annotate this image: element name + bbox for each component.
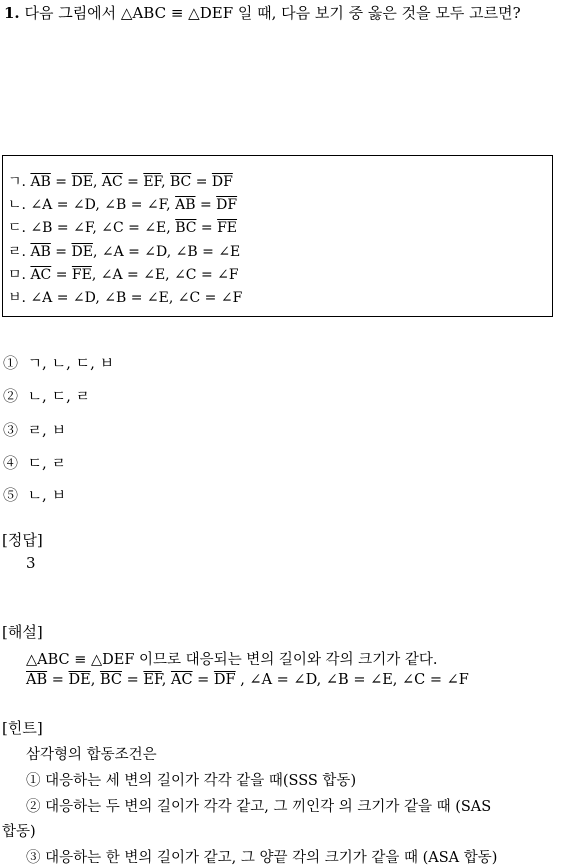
choice-number: ① — [3, 354, 19, 372]
math-text: , — [161, 672, 171, 688]
segment-name: $\overline{DE}$ — [71, 174, 93, 190]
option-item — [8, 287, 242, 307]
hint-condition-3: ③ 대응하는 한 변의 길이가 같고, 그 양끝 각의 크기가 같을 때 (ASA 합동) — [26, 850, 498, 866]
choice-number: ⑤ — [3, 486, 19, 504]
choice-text: ㄱ, ㄴ, ㄷ, ㅂ — [27, 354, 115, 372]
option-item — [8, 241, 240, 261]
segment-name: $\overline{AB}$ — [30, 244, 51, 260]
math-text: = — [195, 197, 217, 213]
math-text: = — [121, 672, 144, 688]
choice-number: ③ — [3, 421, 19, 439]
segment-name: $\overline{FE}$ — [217, 220, 238, 236]
math-text: = — [51, 267, 72, 283]
math-text: = — [192, 672, 214, 688]
option-item — [8, 217, 237, 237]
segment-name: $\overline{AB}$ — [26, 672, 48, 688]
choice-2[interactable] — [3, 385, 90, 406]
math-text: = — [191, 174, 212, 190]
segment-name: $\overline{DF}$ — [211, 174, 233, 190]
math-text: , — [92, 174, 102, 190]
choice-text: ㄴ, ㄷ, ㄹ — [27, 387, 91, 405]
option-label: ㄹ. — [8, 244, 31, 260]
segment-name: $\overline{AC}$ — [30, 267, 52, 283]
math-text: ∠A = ∠D, ∠B = ∠E, ∠C = ∠F — [30, 290, 243, 306]
choice-number: ④ — [3, 454, 19, 472]
math-text: = — [47, 672, 69, 688]
option-label: ㄷ. — [8, 220, 31, 236]
math-text: = — [196, 220, 218, 236]
math-text: = — [122, 174, 144, 190]
choice-1[interactable] — [3, 352, 114, 373]
segment-name: $\overline{AB}$ — [30, 174, 51, 190]
hint-intro: 삼각형의 합동조건은 — [26, 747, 157, 763]
math-text: , — [161, 174, 170, 190]
math-text: , ∠A = ∠D, ∠B = ∠E — [92, 244, 241, 260]
segment-name: $\overline{DE}$ — [68, 672, 91, 688]
hint-condition-1: ① 대응하는 세 변의 길이가 각각 같을 때(SSS 합동) — [26, 773, 357, 789]
segment-name: $\overline{AC}$ — [101, 174, 123, 190]
choice-3[interactable] — [3, 419, 66, 440]
hint-label: [힌트] — [2, 719, 43, 737]
option-label: ㄱ. — [8, 174, 31, 190]
math-text: , ∠A = ∠E, ∠C = ∠F — [91, 267, 239, 283]
segment-name: $\overline{FE}$ — [71, 267, 92, 283]
explanation-line2 — [26, 672, 469, 688]
math-text: = — [50, 244, 72, 260]
option-item — [8, 264, 239, 284]
math-text: ∠A = ∠D, ∠B = ∠F, — [30, 197, 176, 213]
option-label: ㅁ. — [8, 267, 31, 283]
answer-label: [정답] — [2, 531, 43, 549]
segment-name: $\overline{EF}$ — [143, 174, 162, 190]
choice-4[interactable] — [3, 452, 66, 473]
segment-name: $\overline{DE}$ — [71, 244, 93, 260]
segment-name: $\overline{BC}$ — [99, 672, 122, 688]
choice-text: ㄴ, ㅂ — [27, 486, 67, 504]
math-text: = — [50, 174, 72, 190]
segment-name: $\overline{AB}$ — [175, 197, 196, 213]
segment-name: $\overline{DF}$ — [216, 197, 238, 213]
segment-name: $\overline{EF}$ — [143, 672, 162, 688]
question-text: 다음 그림에서 △ABC ≡ △DEF 일 때, 다음 보기 중 옳은 것을 모두 고르면? — [24, 4, 521, 22]
explanation-line1: △ABC ≡ △DEF 이므로 대응되는 변의 길이와 각의 크기가 같다. — [26, 652, 438, 668]
choice-text: ㄷ, ㄹ — [27, 454, 67, 472]
choice-number: ② — [3, 387, 19, 405]
math-text: , ∠A = ∠D, ∠B = ∠E, ∠C = ∠F — [235, 672, 469, 688]
option-label: ㅂ. — [8, 290, 31, 306]
options-box — [2, 155, 553, 317]
question-title — [4, 2, 521, 23]
hint-condition-2-cont: 합동) — [2, 824, 36, 840]
math-text: , — [90, 672, 100, 688]
math-text: ∠B = ∠F, ∠C = ∠E, — [30, 220, 176, 236]
answer-value: 3 — [26, 554, 36, 572]
segment-name: $\overline{BC}$ — [175, 220, 197, 236]
segment-name: $\overline{DF}$ — [213, 672, 236, 688]
segment-name: $\overline{BC}$ — [169, 174, 192, 190]
hint-condition-2: ② 대응하는 두 변의 길이가 각각 같고, 그 끼인각 의 크기가 같을 때 (SAS — [26, 799, 492, 815]
option-item — [8, 171, 233, 191]
option-item — [8, 194, 237, 214]
choice-text: ㄹ, ㅂ — [27, 421, 67, 439]
segment-name: $\overline{AC}$ — [170, 672, 193, 688]
option-label: ㄴ. — [8, 197, 31, 213]
choice-5[interactable] — [3, 484, 66, 505]
explanation-label: [해설] — [2, 623, 43, 641]
question-number: 1. — [4, 4, 20, 22]
